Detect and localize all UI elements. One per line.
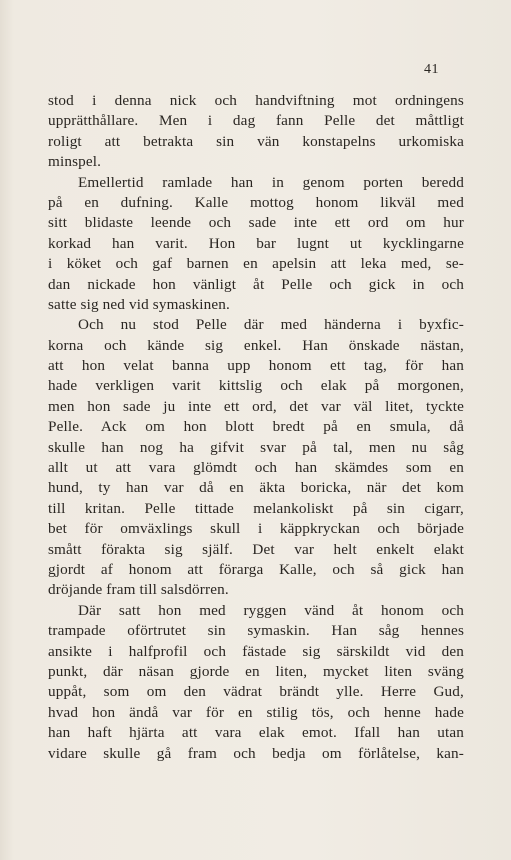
text-line: uppåt, som om den vädrat brändt ylle. Herre Gud,: [48, 683, 464, 701]
text-line: dröjande fram till salsdörren.: [48, 581, 229, 599]
text-line: i köket och gaf barnen en apelsin att leka med, se-: [48, 255, 464, 273]
text-line: till kritan. Pelle tittade melankoliskt på sin cigarr,: [48, 499, 464, 517]
text-line: bet för omväxlings skull i käppkryckan och började: [48, 520, 464, 538]
text-line: vidare skulle gå fram och bedja om förlåtelse, kan-: [48, 744, 464, 762]
text-line: upprätthållare. Men i dag fann Pelle det måttligt: [48, 112, 464, 130]
text-line: skulle han nog ha gifvit svar på tal, men nu såg: [48, 438, 464, 456]
text-line: Där satt hon med ryggen vänd åt honom och: [78, 601, 464, 619]
text-line: hvad hon ändå var för en stilig tös, och henne hade: [48, 703, 464, 721]
text-line: gjordt af honom att förarga Kalle, och så gick han: [48, 560, 464, 578]
text-line: satte sig ned vid symaskinen.: [48, 295, 230, 313]
text-line: Emellertid ramlade han in genom porten beredd: [78, 173, 464, 191]
text-line: han haft hjärta att vara elak emot. Ifall han utan: [48, 724, 464, 742]
text-line: på en dufning. Kalle mottog honom likväl med: [48, 193, 464, 211]
text-line: trampade oförtrutet sin symaskin. Han såg hennes: [48, 622, 464, 640]
text-line: minspel.: [48, 153, 102, 171]
text-line: Och nu stod Pelle där med händerna i byxfic-: [78, 316, 464, 334]
text-line: allt ut att vara glömdt och han skämdes som en: [48, 459, 464, 477]
text-line: korna och kände sig enkel. Han önskade nästan,: [48, 336, 464, 354]
text-line: att hon velat banna upp honom ett tag, för han: [48, 357, 464, 375]
text-line: hund, ty han var då en äkta boricka, när det kom: [48, 479, 464, 497]
page-number: 41: [424, 62, 439, 77]
text-line: roligt att betrakta sin vän konstapelns urkomiska: [48, 132, 464, 150]
text-line: smått förakta sig själf. Det var helt enkelt elakt: [48, 540, 464, 558]
text-line: punkt, där näsan gjorde en liten, mycket liten sväng: [48, 662, 464, 680]
text-line: men hon sade ju inte ett ord, det var väl litet, tyckte: [48, 397, 464, 415]
text-line: ansikte i halfprofil och fästade sig särskildt vid den: [48, 642, 464, 660]
text-line: Pelle. Ack om hon blott bredt på en smula, då: [48, 418, 464, 436]
text-line: korkad han varit. Hon bar lugnt ut kycklingarne: [48, 234, 464, 252]
text-line: sitt blidaste leende och sade inte ett ord om hur: [48, 214, 464, 232]
text-line: dan nickade hon vänligt åt Pelle och gick in och: [48, 275, 464, 293]
text-line: hade verkligen varit kittslig och elak på morgonen,: [48, 377, 464, 395]
body-text: [48, 91, 464, 764]
text-line: stod i denna nick och handviftning mot ordningens: [48, 92, 464, 109]
